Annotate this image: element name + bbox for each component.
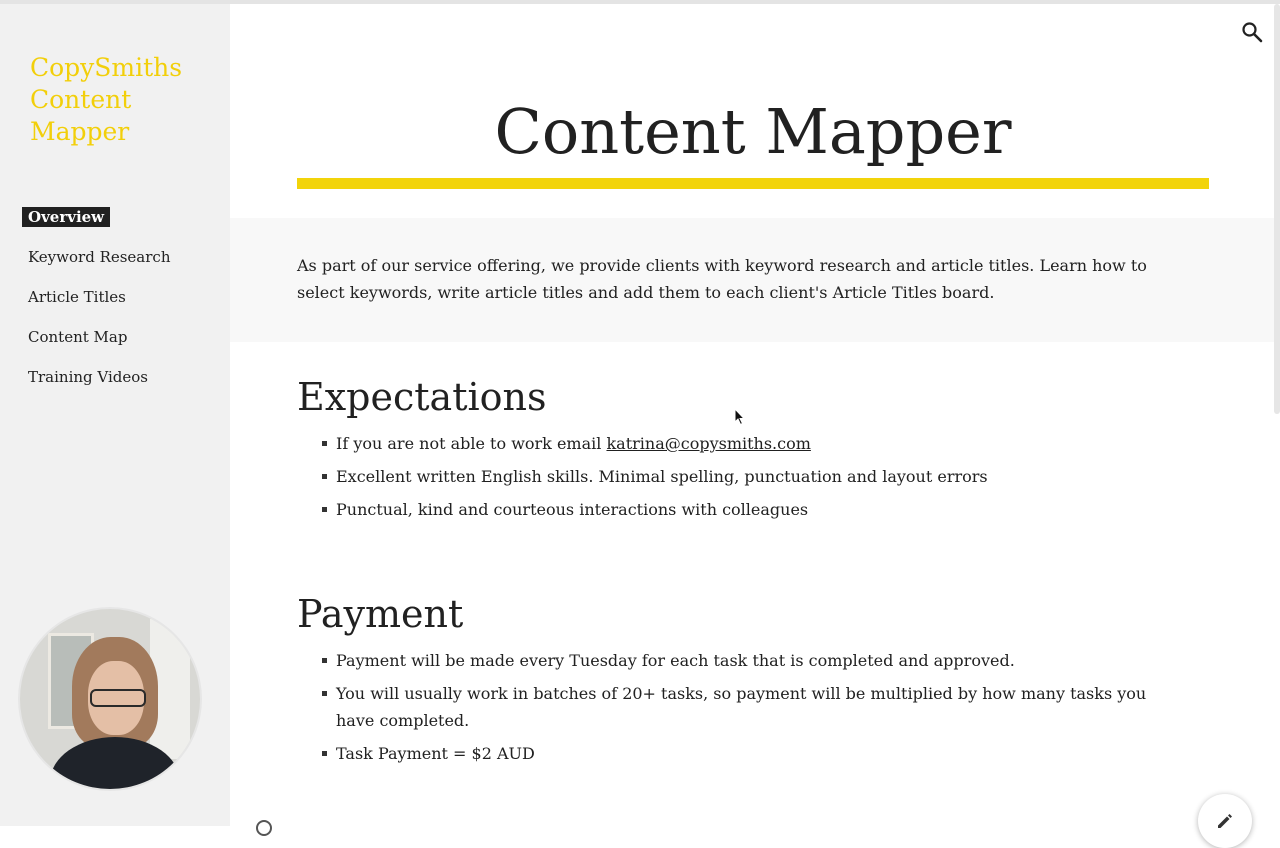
list-item	[297, 430, 1187, 457]
list-item-text: Excellent written English skills. Minimal spelling, punctuation and layout errors	[336, 467, 988, 486]
partial-icon	[256, 820, 272, 836]
sidebar-item-content-map[interactable]	[22, 327, 177, 367]
list-item-text: Task Payment = $2 AUD	[336, 744, 535, 763]
email-link[interactable]: katrina@copysmiths.com	[606, 434, 811, 453]
sidebar-item-label: Training Videos	[28, 368, 148, 386]
payment-heading: Payment	[297, 592, 464, 636]
sidebar-item-label: Overview	[22, 207, 110, 227]
main-content	[230, 4, 1280, 826]
edit-button[interactable]	[1198, 794, 1252, 848]
sidebar-item-keyword-research[interactable]	[22, 247, 177, 287]
list-item-text: Payment will be made every Tuesday for each task that is completed and approved.	[336, 651, 1015, 670]
title-underline-bar	[297, 178, 1209, 189]
bullet-icon	[322, 658, 327, 663]
webcam-person-glasses	[90, 689, 146, 707]
expectations-list	[297, 430, 1187, 529]
sidebar-item-article-titles[interactable]	[22, 287, 177, 327]
pencil-icon	[1215, 811, 1235, 831]
bullet-icon	[322, 691, 327, 696]
list-item	[297, 496, 1187, 523]
search-button[interactable]	[1240, 20, 1264, 44]
webcam-video-bubble[interactable]	[20, 609, 200, 789]
sidebar-item-label: Article Titles	[28, 288, 126, 306]
bullet-icon	[322, 751, 327, 756]
list-item	[297, 647, 1187, 674]
list-item-text: If you are not able to work email	[336, 434, 607, 453]
intro-text: As part of our service offering, we provide clients with keyword research and article titles. Learn how to select keywords, write article titles and add them to each client's Article Titles board.	[297, 256, 1147, 302]
sidebar-item-overview[interactable]	[22, 207, 177, 247]
sidebar-item-training-videos[interactable]	[22, 367, 177, 407]
search-icon	[1240, 20, 1264, 44]
expectations-heading: Expectations	[297, 375, 547, 419]
list-item	[297, 463, 1187, 490]
bullet-icon	[322, 474, 327, 479]
list-item	[297, 740, 1187, 767]
mouse-cursor-icon	[734, 408, 746, 426]
site-title[interactable]: CopySmiths Content Mapper	[30, 53, 183, 146]
sidebar-nav	[22, 207, 177, 407]
bullet-icon	[322, 507, 327, 512]
list-item	[297, 680, 1187, 734]
list-item-text: You will usually work in batches of 20+ tasks, so payment will be multiplied by how many tasks you have completed.	[336, 684, 1147, 730]
page-title: Content Mapper	[494, 95, 1012, 168]
scrollbar[interactable]	[1274, 4, 1280, 414]
sidebar-item-label: Keyword Research	[28, 248, 171, 266]
list-item-text: Punctual, kind and courteous interactions with colleagues	[336, 500, 809, 519]
bullet-icon	[322, 441, 327, 446]
sidebar-item-label: Content Map	[28, 328, 128, 346]
payment-list	[297, 647, 1187, 773]
